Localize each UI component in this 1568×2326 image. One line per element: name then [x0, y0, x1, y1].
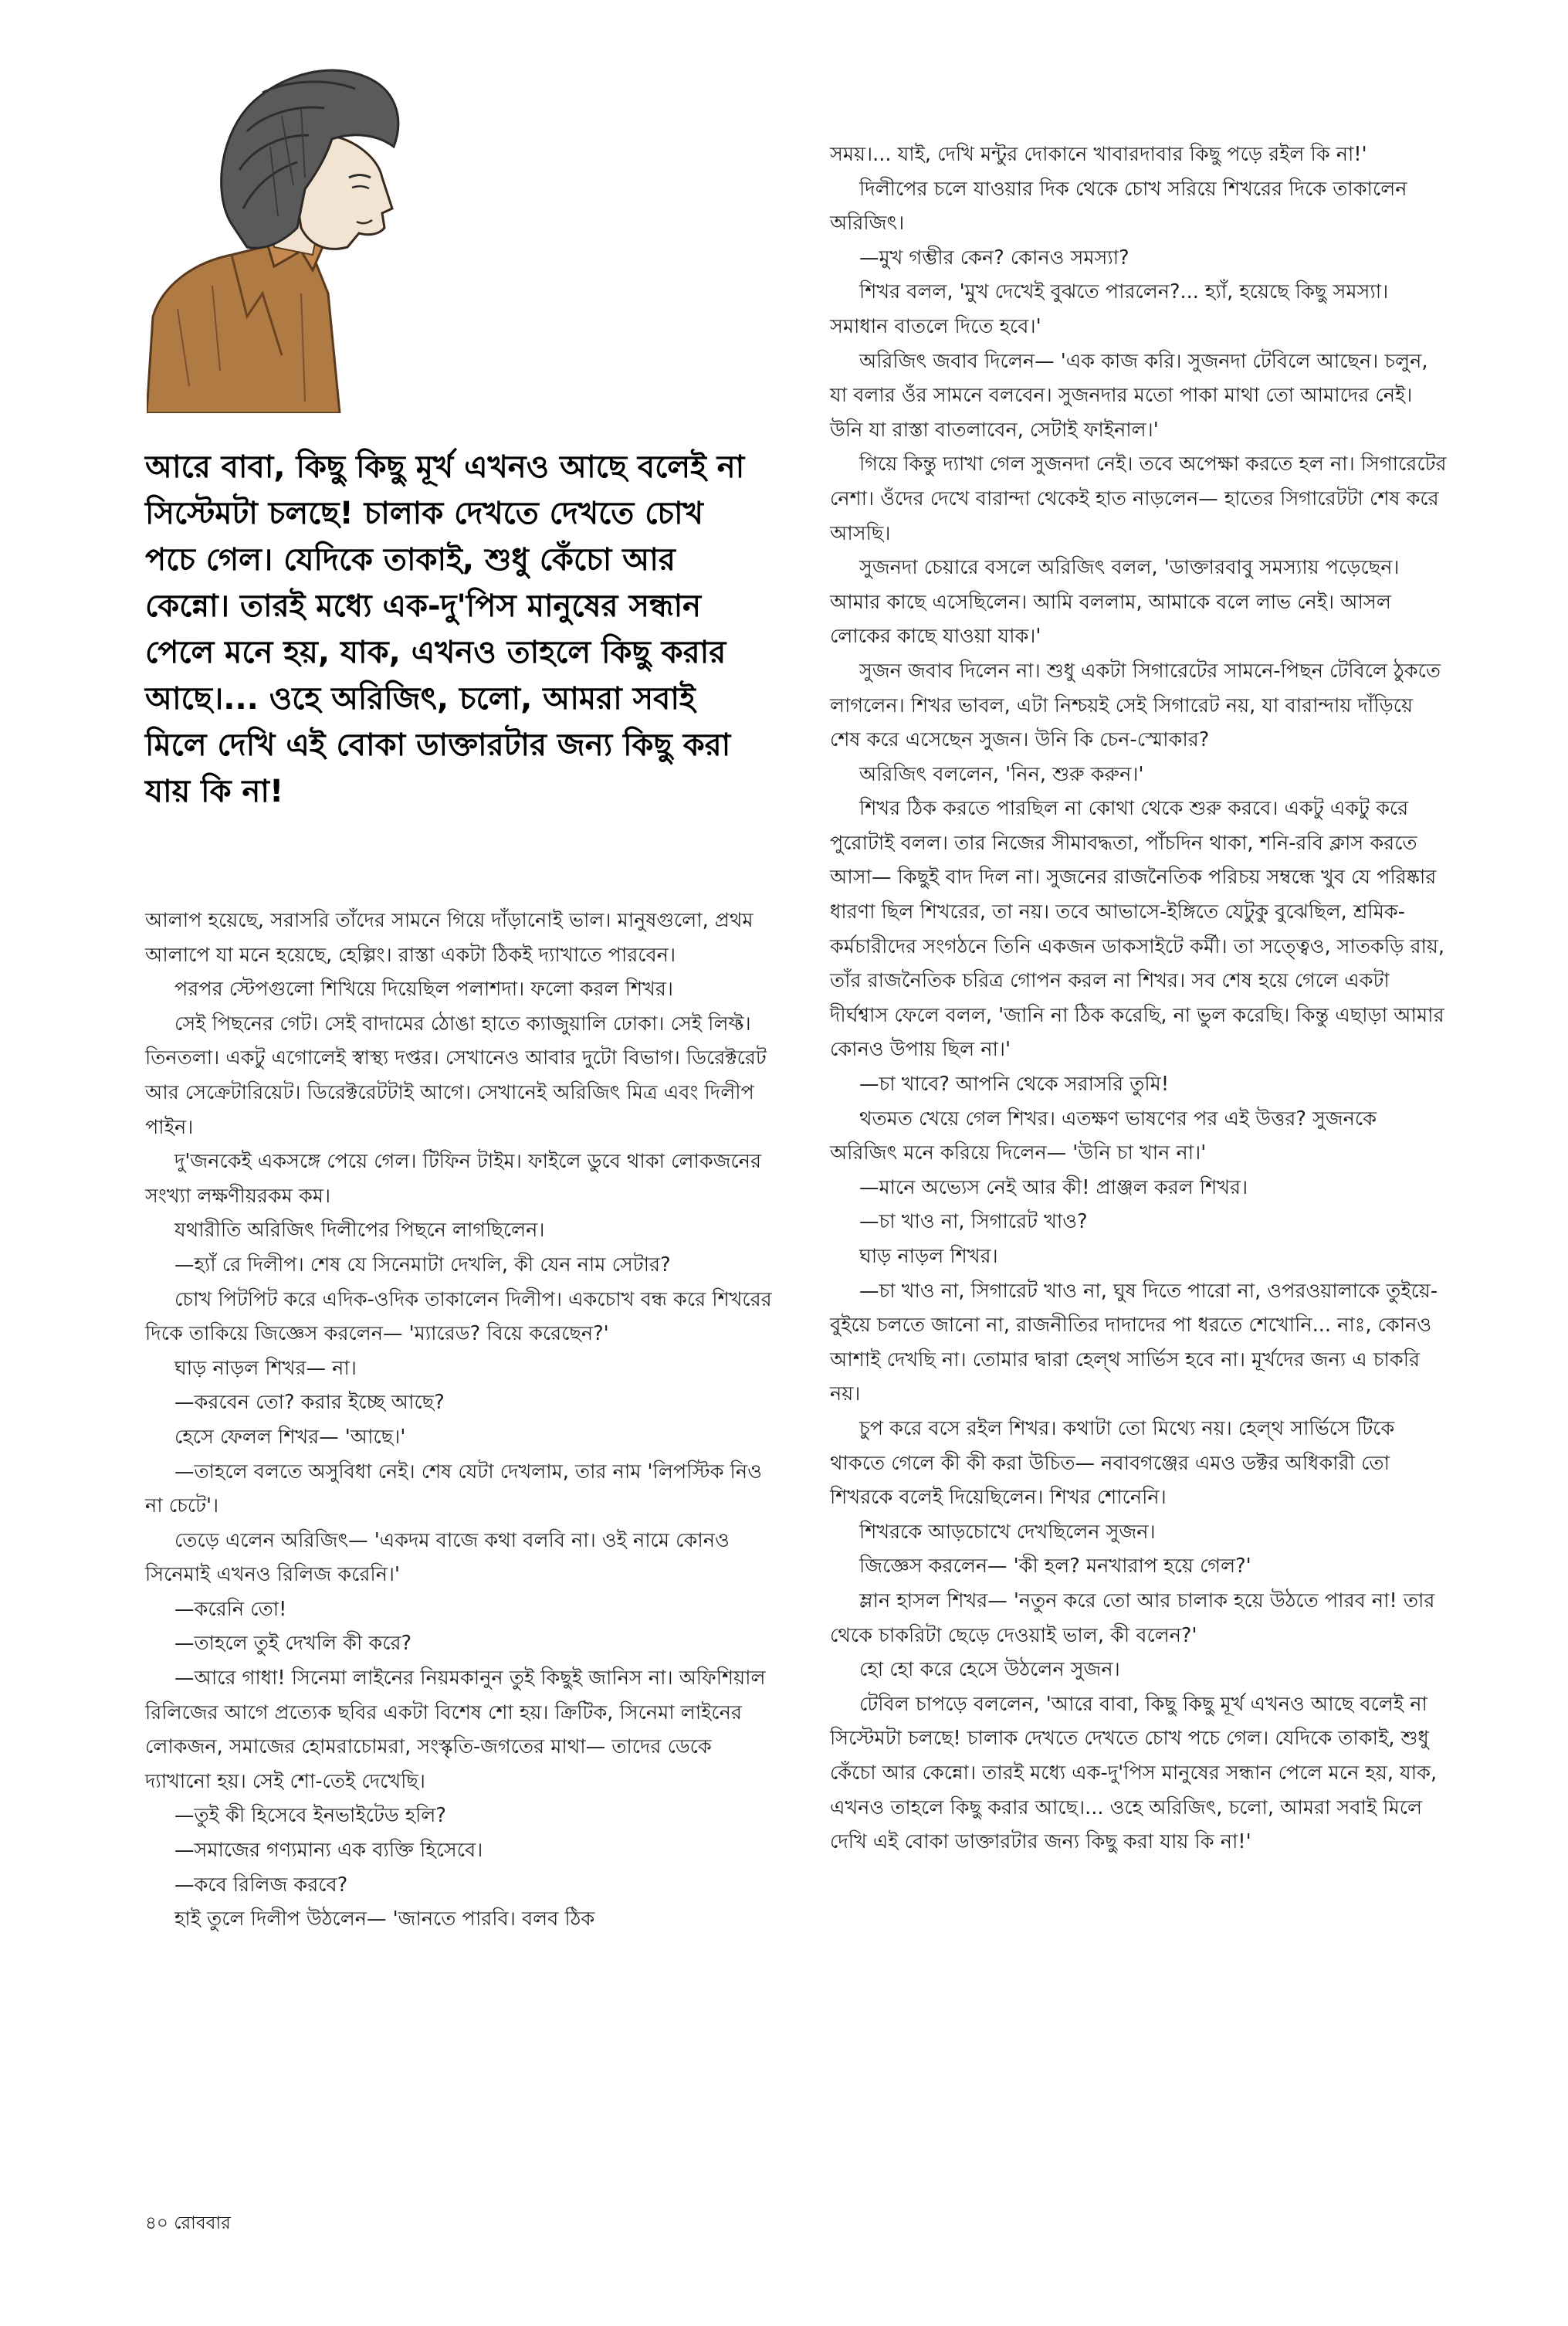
paragraph: সুজনদা চেয়ারে বসলে অরিজিৎ বলল, 'ডাক্তারবাবু সমস্যায় পড়েছেন। আমার কাছে এসেছিলেন। আমি বললাম, আমাকে বলে লাভ নেই। আসল লোকের কাছে যাওয়া যাক।' — [830, 556, 1400, 649]
paragraph: ম্লান হাসল শিখর— 'নতুন করে তো আর চালাক হয়ে উঠতে পারব না! তার থেকে চাকরিটা ছেড়ে দেওয়াই ভাল, কী বলেন?' — [830, 1589, 1435, 1647]
pull-quote: আরে বাবা, কিছু কিছু মূর্খ এখনও আছে বলেই না সিস্টেমটা চলছে! চালাক দেখতে দেখতে চোখ পচে গেল। যেদিকে তাকাই, শুধু কেঁচো আর কেন্নো। তারই মধ্যে এক-দু'পিস মানুষের সন্ধান পেলে মনে হয়, যাক, এখনও তাহলে কিছু করার আছে।... ওহে অরিজিৎ, চলো, আমরা সবাই মিলে দেখি এই বোকা ডাক্তারটার জন্য কিছু করা যায় কি না! — [145, 449, 745, 809]
man-portrait-illustration — [147, 62, 510, 413]
paragraph: পরপর স্টেপগুলো শিখিয়ে দিয়েছিল পলাশদা। ফলো করল শিখর। — [174, 978, 673, 1002]
paragraph: থতমত খেয়ে গেল শিখর। এতক্ষণ ভাষণের পর এই উত্তর? সুজনকে অরিজিৎ মনে করিয়ে দিলেন— 'উনি চা খান না।' — [830, 1107, 1377, 1165]
paragraph: অরিজিৎ জবাব দিলেন— 'এক কাজ করি। সুজনদা টেবিলে আছেন। চলুন, যা বলার ওঁর সামনে বলবেন। সুজনদার মতো পাকা মাথা তো আমাদের নেই। উনি যা রাস্তা বাতলাবেন, সেটাই ফাইনাল।' — [830, 349, 1428, 442]
paragraph: ঘাড় নাড়ল শিখর— না। — [174, 1356, 357, 1380]
paragraph: চুপ করে বসে রইল শিখর। কথাটা তো মিথ্যে নয়। হেল্থ সার্ভিসে টিকে থাকতে গেলে কী কী করা উচিত— নবাবগঞ্জের এমও ডক্টর অধিকারী তো শিখরকে বলেই দিয়েছিলেন। শিখর শোনেনি। — [830, 1416, 1395, 1510]
paragraph: তেড়ে এলেন অরিজিৎ— 'একদম বাজে কথা বলবি না। ওই নামে কোনও সিনেমাই এখনও রিলিজ করেনি।' — [145, 1528, 730, 1587]
paragraph: চোখ পিটপিট করে এদিক-ওদিক তাকালেন দিলীপ। একচোখ বন্ধ করে শিখরের দিকে তাকিয়ে জিজ্ঞেস করলেন— 'ম্যারেড? বিয়ে করেছেন?' — [145, 1287, 772, 1346]
right-text-column — [830, 137, 1448, 1860]
paragraph: শিখর বলল, 'মুখ দেখেই বুঝতে পারলেন?... হ্যাঁ, হয়েছে কিছু সমস্যা। সমাধান বাতলে দিতে হবে।' — [830, 280, 1389, 338]
paragraph: গিয়ে কিন্তু দ্যাখা গেল সুজনদা নেই। তবে অপেক্ষা করতে হল না। সিগারেটের নেশা। ওঁদের দেখে বারান্দা থেকেই হাত নাড়লেন— হাতের সিগারেটটা শেষ করে আসছি। — [830, 453, 1447, 545]
paragraph: হাই তুলে দিলীপ উঠলেন— 'জানতে পারবি। বলব ঠিক — [174, 1907, 595, 1931]
paragraph: সুজন জবাব দিলেন না। শুধু একটা সিগারেটের সামনে-পিছন টেবিলে ঠুকতে লাগলেন। শিখর ভাবল, এটা নিশ্চয়ই সেই সিগারেট নয়, যা বারান্দায় দাঁড়িয়ে শেষ করে এসেছেন সুজন। উনি কি চেন-স্মোকার? — [830, 659, 1441, 752]
paragraph: —করেনি তো! — [174, 1597, 287, 1621]
paragraph: হো হো করে হেসে উঠলেন সুজন। — [859, 1658, 1120, 1682]
paragraph: —সমাজের গণ্যমান্য এক ব্যক্তি হিসেবে। — [174, 1839, 483, 1863]
paragraph: হেসে ফেলল শিখর— 'আছে।' — [174, 1425, 406, 1449]
paragraph: —চা খাও না, সিগারেট খাও না, ঘুষ দিতে পারো না, ওপরওয়ালাকে তুইয়ে-বুইয়ে চলতে জানো না, রাজনীতির দাদাদের পা ধরতে শেখোনি... নাঃ, কোনও আশাই দেখছি না। তোমার দ্বারা হেল্থ সার্ভিস হবে না। মূর্খদের জন্য এ চাকরি নয়। — [830, 1279, 1438, 1406]
paragraph: —তাহলে তুই দেখলি কী করে? — [174, 1632, 412, 1656]
paragraph: দু'জনকেই একসঙ্গে পেয়ে গেল। টিফিন টাইম। ফাইলে ডুবে থাকা লোকজনের সংখ্যা লক্ষণীয়রকম কম। — [145, 1150, 762, 1208]
paragraph: —করবেন তো? করার ইচ্ছে আছে? — [174, 1391, 445, 1415]
left-text-column — [145, 904, 778, 1937]
paragraph: অরিজিৎ বললেন, 'নিন, শুরু করুন।' — [859, 762, 1144, 786]
paragraph: শিখর ঠিক করতে পারছিল না কোথা থেকে শুরু করবে। একটু একটু করে পুরোটাই বলল। তার নিজের সীমাবদ্ধতা, পাঁচদিন থাকা, শনি-রবি ক্লাস করতে আসা— কিছুই বাদ দিল না। সুজনের রাজনৈতিক পরিচয় সম্বন্ধে খুব যে পরিষ্কার ধারণা ছিল শিখরের, তা নয়। তবে আভাসে-ইঙ্গিতে যেটুকু বুঝেছিল, শ্রমিক-কর্মচারীদের সংগঠনে তিনি একজন ডাকসাইটে কর্মী। তা সত্ত্বেও, সাতকড়ি রায়, তাঁর রাজনৈতিক চরিত্র গোপন করল না শিখর। সব শেষ হয়ে গেলে একটা দীর্ঘশ্বাস ফেলে বলল, 'জানি না ঠিক করেছি, না ভুল করেছি। কিন্তু এছাড়া আমার কোনও উপায় ছিল না।' — [830, 797, 1445, 1062]
paragraph: টেবিল চাপড়ে বললেন, 'আরে বাবা, কিছু কিছু মূর্খ এখনও আছে বলেই না সিস্টেমটা চলছে! চালাক দেখতে দেখতে চোখ পচে গেল। যেদিকে তাকাই, শুধু কেঁচো আর কেন্নো। তারই মধ্যে এক-দু'পিস মানুষের সন্ধান পেলে মনে হয়, যাক, এখনও তাহলে কিছু করার আছে।... ওহে অরিজিৎ, চলো, আমরা সবাই মিলে দেখি এই বোকা ডাক্তারটার জন্য কিছু করা যায় কি না!' — [830, 1692, 1438, 1854]
paragraph: —তাহলে বলতে অসুবিধা নেই। শেষ যেটা দেখলাম, তার নাম 'লিপস্টিক নিও না চেটে'। — [145, 1460, 762, 1518]
paragraph: শিখরকে আড়চোখে দেখছিলেন সুজন। — [859, 1520, 1156, 1544]
paragraph: জিজ্ঞেস করলেন— 'কী হল? মনখারাপ হয়ে গেল?' — [859, 1555, 1251, 1578]
paragraph: —চা খাবে? আপনি থেকে সরাসরি তুমি! — [859, 1073, 1170, 1097]
paragraph: —কবে রিলিজ করবে? — [174, 1873, 348, 1897]
paragraph: —আরে গাধা! সিনেমা লাইনের নিয়মকানুন তুই কিছুই জানিস না। অফিশিয়াল রিলিজের আগে প্রত্যেক ছবির একটা বিশেষ শো হয়। ক্রিটিক, সিনেমা লাইনের লোকজন, সমাজের হোমরাচোমরা, সংস্কৃতি-জগতের মাথা— তাদের ডেকে দ্যাখানো হয়। সেই শো-তেই দেখেছি। — [145, 1667, 766, 1793]
paragraph: —মুখ গম্ভীর কেন? কোনও সমস্যা? — [859, 246, 1129, 270]
paragraph: যথারীতি অরিজিৎ দিলীপের পিছনে লাগছিলেন। — [174, 1219, 545, 1243]
paragraph: —চা খাও না, সিগারেট খাও? — [859, 1210, 1088, 1234]
paragraph: —মানে অভ্যেস নেই আর কী! প্রাঞ্জল করল শিখর। — [859, 1175, 1248, 1199]
paragraph: সেই পিছনের গেট। সেই বাদামের ঠোঙা হাতে ক্যাজুয়ালি ঢোকা। সেই লিফ্ট। তিনতলা। একটু এগোলেই স্বাস্থ্য দপ্তর। সেখানেও আবার দুটো বিভাগ। ডিরেক্টরেট আর সেক্রেটারিয়েট। ডিরেক্টরেটটাই আগে। সেখানেই অরিজিৎ মিত্র এবং দিলীপ পাইন। — [145, 1012, 767, 1139]
page-folio: ৪০ রোববার — [145, 2213, 231, 2233]
paragraph: সময়।... যাই, দেখি মন্টুর দোকানে খাবারদাবার কিছু পড়ে রইল কি না!' — [830, 143, 1367, 166]
paragraph: আলাপ হয়েছে, সরাসরি তাঁদের সামনে গিয়ে দাঁড়ানোই ভাল। মানুষগুলো, প্রথম আলাপে যা মনে হয়েছে, হেল্পিং। রাস্তা একটা ঠিকই দ্যাখাতে পারবেন। — [145, 909, 754, 967]
paragraph: —হ্যাঁ রে দিলীপ। শেষ যে সিনেমাটা দেখলি, কী যেন নাম সেটার? — [174, 1253, 671, 1277]
paragraph: ঘাড় নাড়ল শিখর। — [859, 1245, 998, 1268]
paragraph: দিলীপের চলে যাওয়ার দিক থেকে চোখ সরিয়ে শিখরের দিকে তাকালেন অরিজিৎ। — [830, 177, 1407, 236]
paragraph: —তুই কী হিসেবে ইনভাইটেড হলি? — [174, 1804, 446, 1828]
